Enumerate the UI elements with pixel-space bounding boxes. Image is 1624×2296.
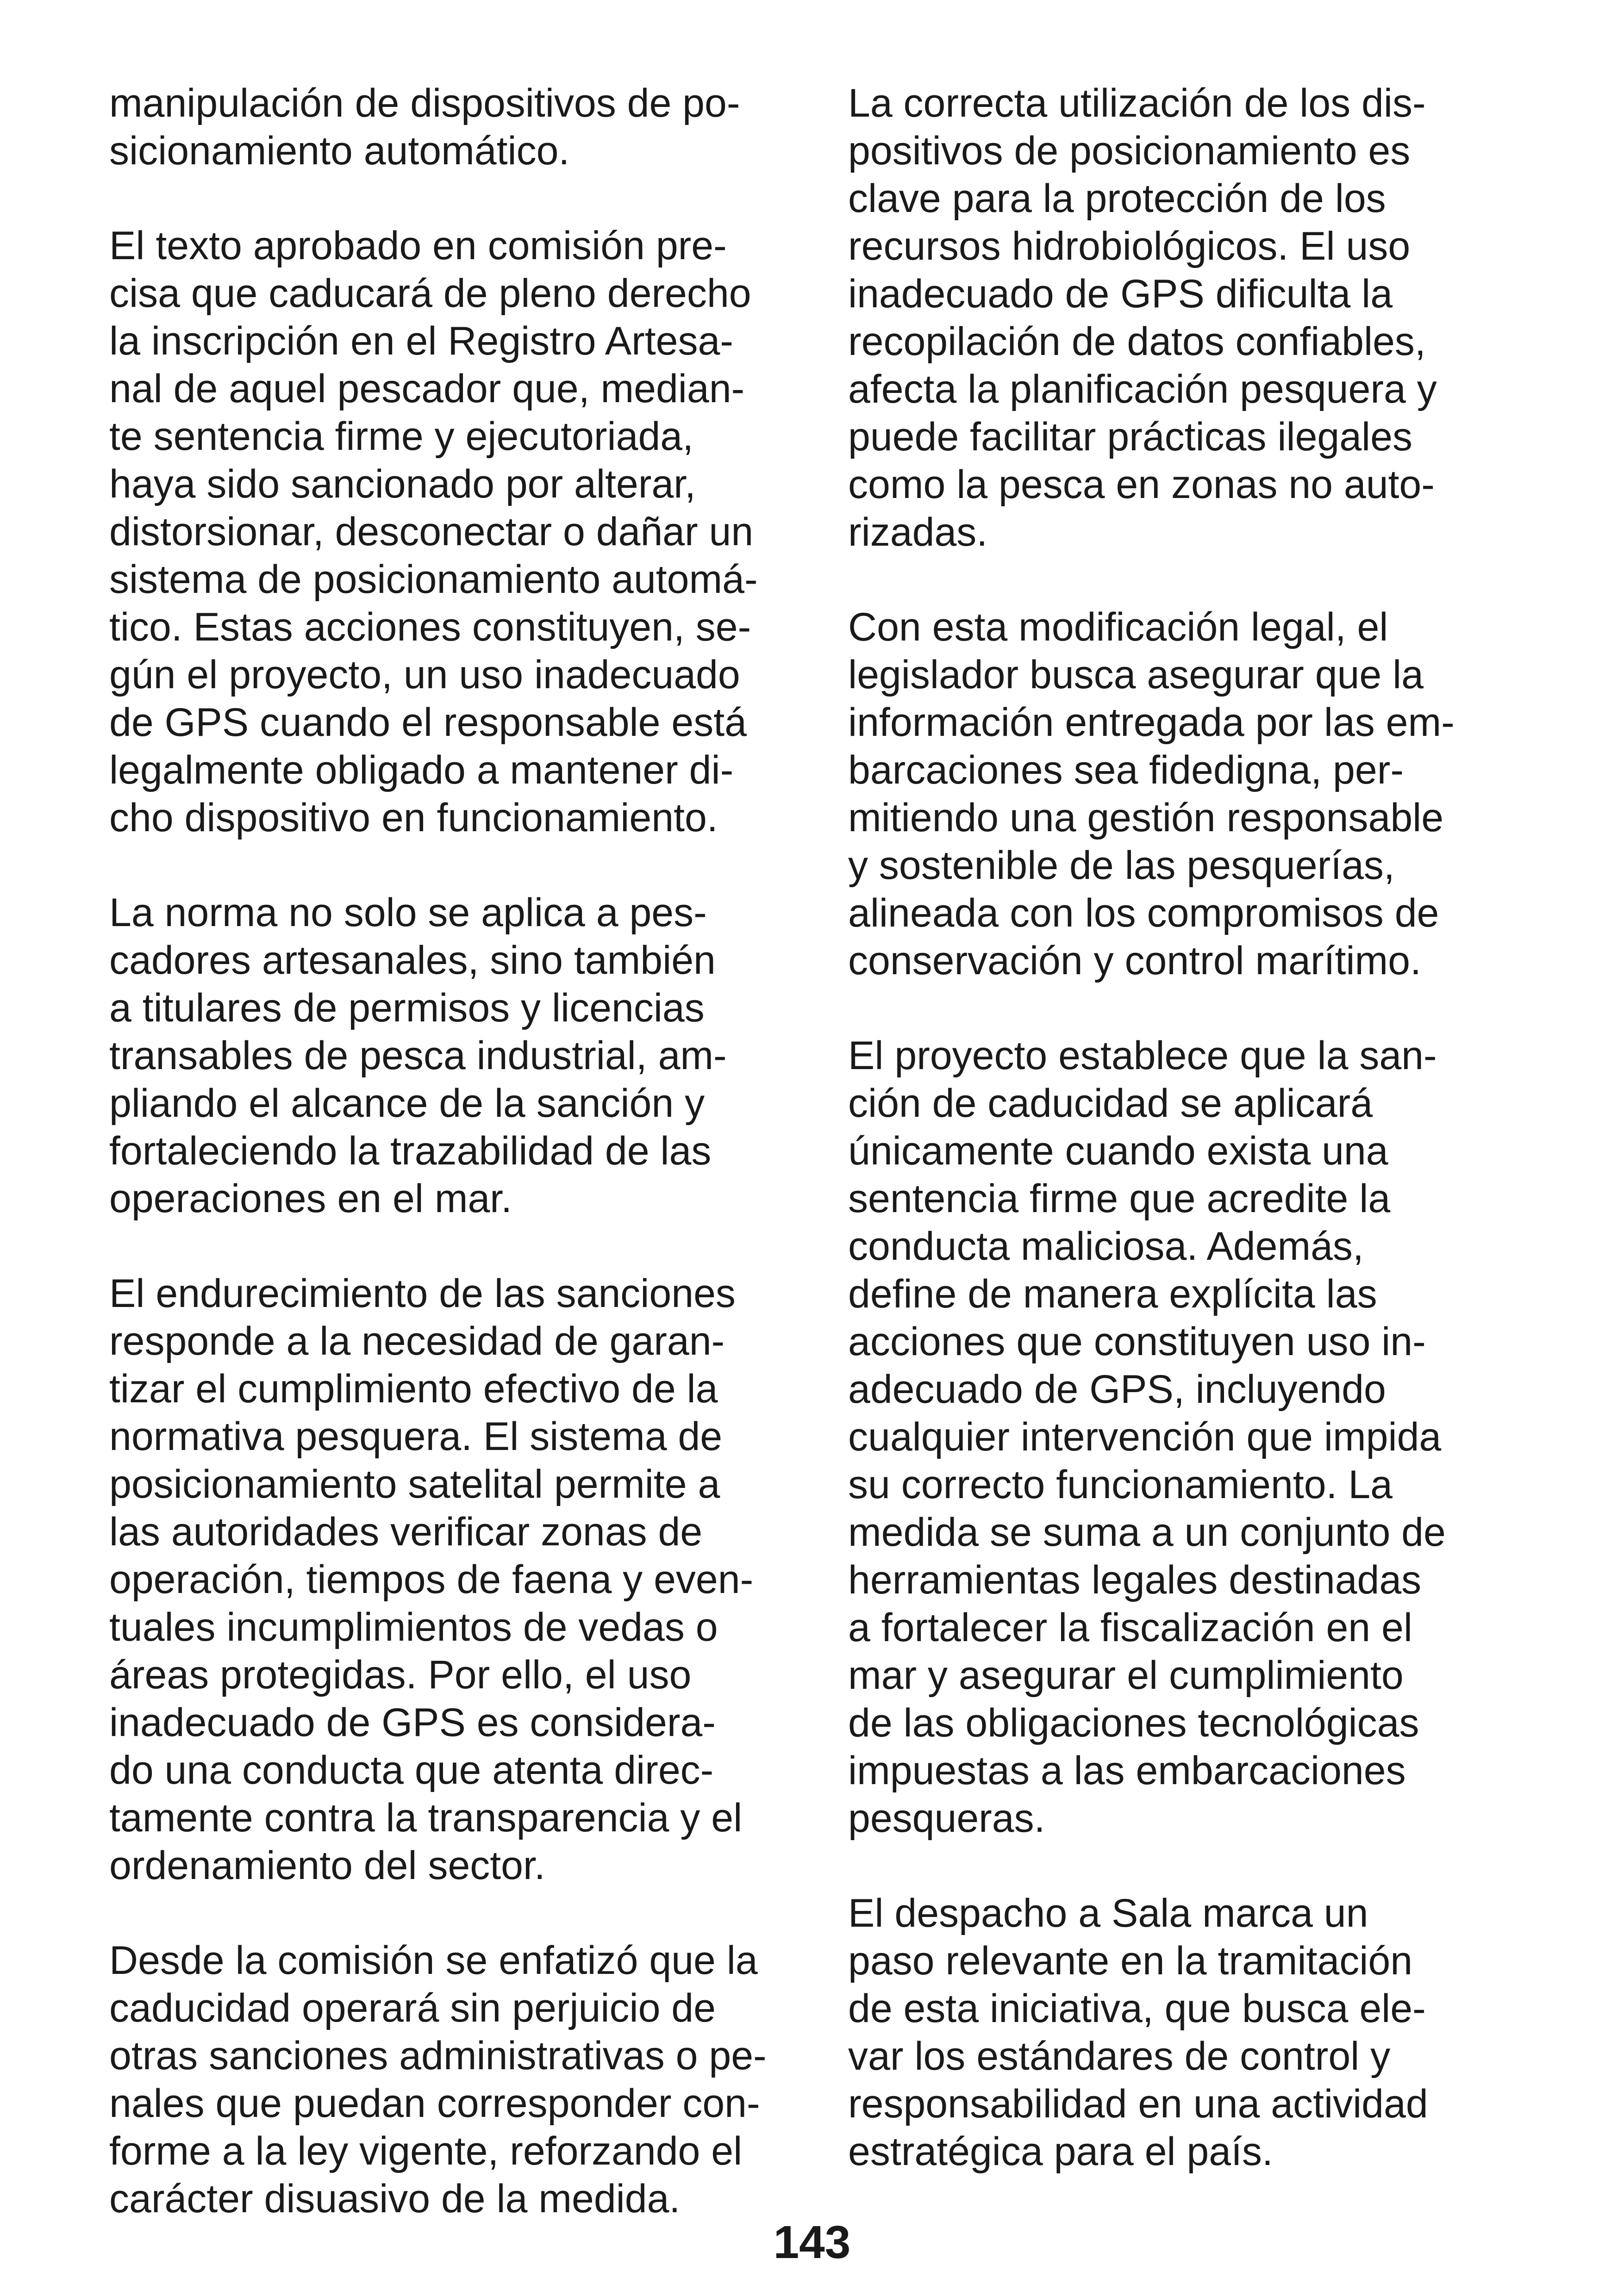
text-line: sistema de posicionamiento automá-: [109, 557, 758, 602]
text-line: medida se suma a un conjunto de: [848, 1510, 1446, 1555]
text-line: conservación y control marítimo.: [848, 939, 1421, 983]
paragraph: [109, 889, 813, 1223]
text-line: la inscripción en el Registro Artesa-: [109, 319, 733, 363]
text-line: clave para la protección de los: [848, 176, 1386, 221]
text-line: acciones que constituyen uso in-: [848, 1319, 1426, 1364]
text-line: de esta iniciativa, que busca ele-: [848, 1986, 1426, 2031]
text-line: distorsionar, desconectar o dañar un: [109, 510, 754, 554]
text-line: fortaleciendo la trazabilidad de las: [109, 1129, 712, 1173]
text-line: gún el proyecto, un uso inadecuado: [109, 653, 740, 697]
text-line: adecuado de GPS, incluyendo: [848, 1367, 1386, 1412]
paragraph: [109, 1270, 813, 1890]
text-line: Desde la comisión se enfatizó que la: [109, 1938, 758, 1983]
text-line: y sostenible de las pesquerías,: [848, 843, 1395, 888]
text-line: su correcto funcionamiento. La: [848, 1462, 1393, 1507]
text-line: La norma no solo se aplica a pes-: [109, 890, 707, 935]
left-column: [109, 80, 813, 2270]
text-line: barcaciones sea fidedigna, per-: [848, 748, 1404, 792]
text-line: cualquier intervención que impida: [848, 1415, 1442, 1459]
paragraph: [848, 1032, 1552, 1842]
text-line: puede facilitar prácticas ilegales: [848, 415, 1412, 459]
text-line: var los estándares de control y: [848, 2034, 1391, 2078]
paragraph: [848, 1890, 1552, 2176]
text-line: a fortalecer la fiscalización en el: [848, 1605, 1412, 1650]
text-line: do una conducta que atenta direc-: [109, 1748, 714, 1792]
text-line: recopilación de datos confiables,: [848, 319, 1426, 364]
text-line: impuestas a las embarcaciones: [848, 1748, 1406, 1793]
right-column: [848, 80, 1552, 2223]
text-line: a titulares de permisos y licencias: [109, 986, 705, 1030]
text-line: legislador busca asegurar que la: [848, 653, 1424, 697]
text-line: pliando el alcance de la sanción y: [109, 1081, 705, 1126]
text-line: mitiendo una gestión responsable: [848, 796, 1444, 840]
text-line: únicamente cuando exista una: [848, 1129, 1388, 1173]
text-line: herramientas legales destinadas: [848, 1558, 1422, 1602]
text-line: El endurecimiento de las sanciones: [109, 1271, 736, 1316]
text-line: alineada con los compromisos de: [848, 891, 1439, 935]
text-line: información entregada por las em-: [848, 700, 1455, 745]
text-line: operaciones en el mar.: [109, 1176, 512, 1221]
text-line: afecta la planificación pesquera y: [848, 367, 1437, 411]
text-line: de las obligaciones tecnológicas: [848, 1701, 1419, 1745]
text-line: normativa pesquera. El sistema de: [109, 1414, 723, 1459]
text-line: otras sanciones administrativas o pe-: [109, 2034, 767, 2078]
text-line: posicionamiento satelital permite a: [109, 1462, 720, 1506]
text-line: paso relevante en la tramitación: [848, 1939, 1413, 1983]
text-line: las autoridades verificar zonas de: [109, 1510, 703, 1554]
text-line: transables de pesca industrial, am-: [109, 1033, 727, 1078]
text-line: tuales incumplimientos de vedas o: [109, 1605, 718, 1649]
text-line: como la pesca en zonas no auto-: [848, 462, 1435, 507]
text-line: tamente contra la transparencia y el: [109, 1796, 743, 1840]
text-line: El proyecto establece que la san-: [848, 1033, 1437, 1078]
text-line: positivos de posicionamiento es: [848, 129, 1411, 173]
page-number: 143: [773, 2216, 851, 2268]
text-line: manipulación de dispositivos de po-: [109, 81, 740, 125]
text-line: carácter disuasivo de la medida.: [109, 2177, 681, 2221]
text-line: ordenamiento del sector.: [109, 1843, 545, 1888]
text-line: nales que puedan corresponder con-: [109, 2081, 760, 2126]
text-line: La correcta utilización de los dis-: [848, 81, 1426, 125]
text-line: pesqueras.: [848, 1796, 1045, 1841]
text-line: sicionamiento automático.: [109, 129, 570, 173]
text-line: define de manera explícita las: [848, 1272, 1377, 1316]
text-line: Con esta modificación legal, el: [848, 605, 1388, 649]
text-line: inadecuado de GPS dificulta la: [848, 272, 1393, 316]
text-line: tizar el cumplimiento efectivo de la: [109, 1367, 718, 1411]
paragraph: [109, 1937, 813, 2223]
text-line: responde a la necesidad de garan-: [109, 1319, 725, 1363]
text-line: operación, tiempos de faena y even-: [109, 1557, 754, 1602]
text-line: conducta maliciosa. Además,: [848, 1224, 1364, 1269]
text-line: áreas protegidas. Por ello, el uso: [109, 1653, 692, 1697]
text-line: responsabilidad en una actividad: [848, 2082, 1428, 2126]
paragraph: [848, 80, 1552, 556]
text-line: mar y asegurar el cumplimiento: [848, 1653, 1404, 1698]
text-line: cho dispositivo en funcionamiento.: [109, 796, 718, 840]
text-line: nal de aquel pescador que, median-: [109, 367, 745, 411]
paragraph: [109, 80, 813, 175]
paragraph: [848, 604, 1552, 985]
paragraph: [109, 222, 813, 842]
text-line: cadores artesanales, sino también: [109, 938, 716, 983]
text-line: sentencia firme que acredite la: [848, 1176, 1391, 1221]
text-line: tico. Estas acciones constituyen, se-: [109, 605, 751, 649]
text-line: inadecuado de GPS es considera-: [109, 1700, 716, 1745]
text-line: haya sido sancionado por alterar,: [109, 462, 696, 506]
text-line: ción de caducidad se aplicará: [848, 1081, 1373, 1126]
text-line: legalmente obligado a mantener di-: [109, 748, 734, 792]
text-line: te sentencia firme y ejecutoriada,: [109, 414, 693, 459]
text-line: El texto aprobado en comisión pre-: [109, 224, 727, 268]
text-line: cisa que caducará de pleno derecho: [109, 271, 751, 316]
text-line: El despacho a Sala marca un: [848, 1891, 1368, 1935]
text-line: forme a la ley vigente, reforzando el: [109, 2129, 743, 2173]
text-line: recursos hidrobiológicos. El uso: [848, 224, 1411, 268]
text-line: caducidad operará sin perjuicio de: [109, 1986, 716, 2030]
text-line: rizadas.: [848, 510, 988, 554]
text-line: de GPS cuando el responsable está: [109, 700, 747, 745]
text-line: estratégica para el país.: [848, 2129, 1273, 2174]
